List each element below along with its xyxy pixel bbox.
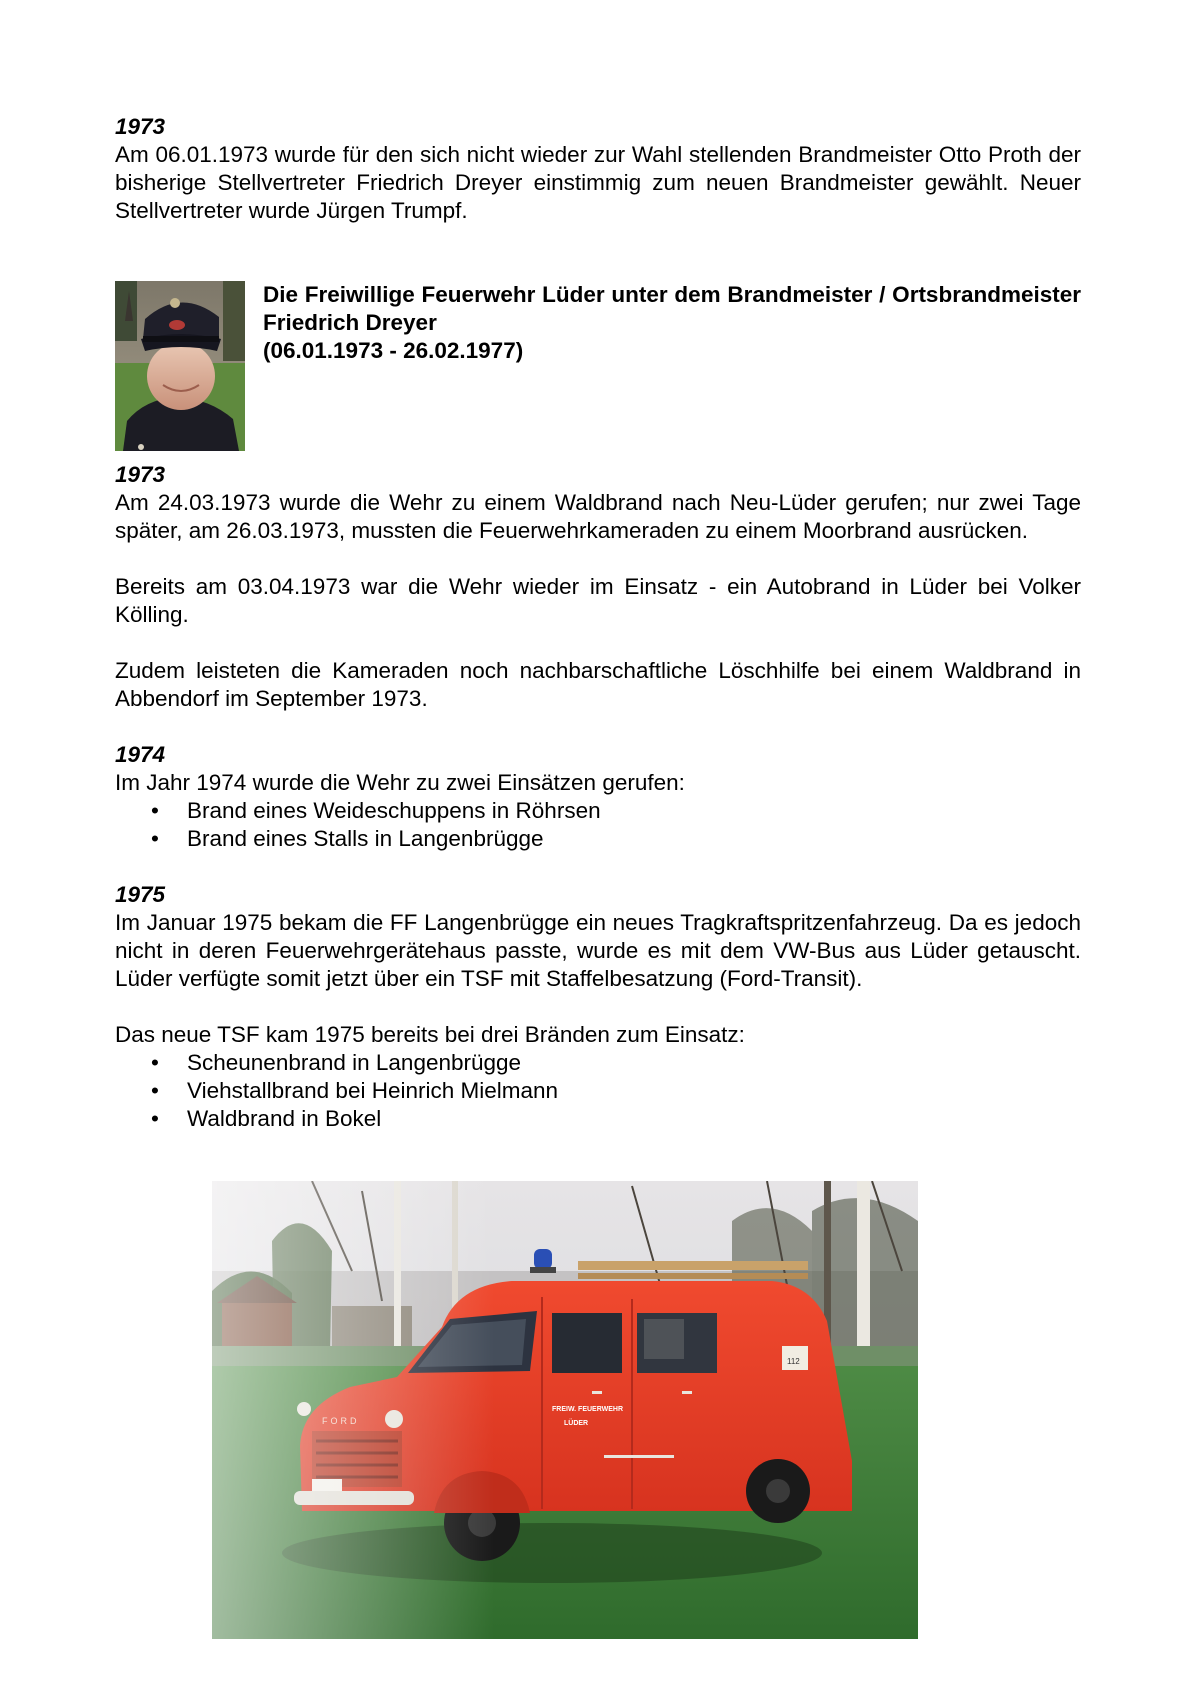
year-heading-1973: 1973 xyxy=(115,114,166,139)
year-heading-1974: 1974 xyxy=(115,742,166,767)
leader-term-dates: (06.01.1973 - 26.02.1977) xyxy=(263,338,524,363)
portrait-photo xyxy=(115,281,245,451)
paragraph-loeschhilfe: Zudem leisteten die Kameraden noch nachbarschaftliche Löschhilfe bei einem Waldbrand in Abbendorf im September 1973. xyxy=(115,658,1081,711)
list-item: • Viehstallbrand bei Heinrich Mielmann xyxy=(115,1077,1081,1105)
paragraph-election: Am 06.01.1973 wurde für den sich nicht wieder zur Wahl stellenden Brandmeister Otto Proth der bisherige Stellvertreter Friedrich Dreyer einstimmig zum neuen Brandmeister gewählt. Neuer Stellvertreter wurde Jürgen Trumpf. xyxy=(115,142,1081,223)
list-1974 xyxy=(115,797,1081,853)
list-item: • Brand eines Weideschuppens in Röhrsen xyxy=(115,797,1081,825)
list-item: • Scheunenbrand in Langenbrügge xyxy=(115,1049,1081,1077)
year-heading-1975: 1975 xyxy=(115,882,166,907)
paragraph-tsf: Im Januar 1975 bekam die FF Langenbrügge ein neues Tragkraftspritzenfahrzeug. Da es jedoch nicht in deren Feuerwehrgerätehaus passte, wurde es mit dem VW-Bus aus Lüder getauscht. Lüder verfügte somit jetzt über ein TSF mit Staffelbesatzung (Ford-Transit). xyxy=(115,910,1081,991)
leader-title xyxy=(263,281,1081,365)
list-item: • Brand eines Stalls in Langenbrügge xyxy=(115,825,1081,853)
paragraph-autobrand: Bereits am 03.04.1973 war die Wehr wieder im Einsatz - ein Autobrand in Lüder bei Volker Kölling. xyxy=(115,574,1081,627)
paragraph-1974-intro: Im Jahr 1974 wurde die Wehr zu zwei Einsätzen gerufen: xyxy=(115,770,685,795)
leader-block xyxy=(115,281,1081,451)
list-1975 xyxy=(115,1049,1081,1133)
year-heading-1973-b: 1973 xyxy=(115,462,166,487)
fire-van-photo xyxy=(212,1181,918,1639)
page-content xyxy=(115,113,1081,1133)
list-item: • Waldbrand in Bokel xyxy=(115,1105,1081,1133)
paragraph-waldbrand: Am 24.03.1973 wurde die Wehr zu einem Waldbrand nach Neu-Lüder gerufen; nur zwei Tage später, am 26.03.1973, mussten die Feuerwehrkameraden zu einem Moorbrand ausrücken. xyxy=(115,490,1081,543)
paragraph-tsf-einsatz: Das neue TSF kam 1975 bereits bei drei Bränden zum Einsatz: xyxy=(115,1022,745,1047)
leader-title-text: Die Freiwillige Feuerwehr Lüder unter dem Brandmeister / Ortsbrandmeister Friedrich Dreyer xyxy=(263,282,1081,335)
